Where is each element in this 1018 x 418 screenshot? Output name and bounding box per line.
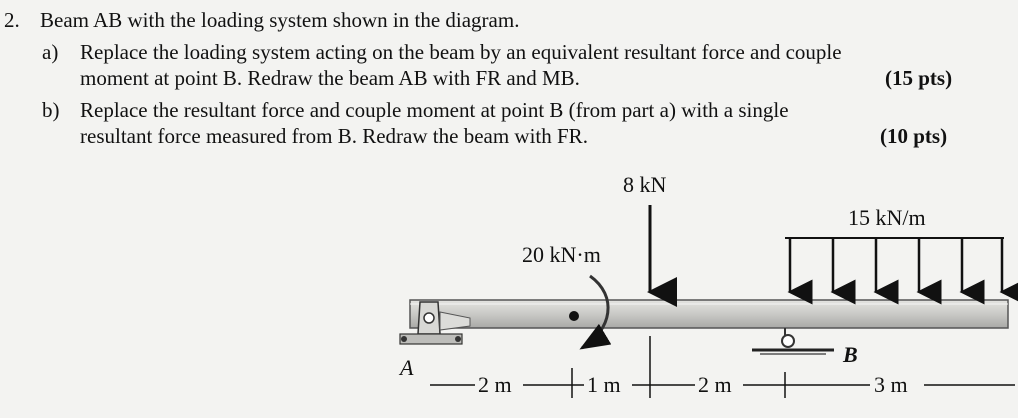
support-a-label: A bbox=[400, 355, 414, 380]
part-a-letter: a) bbox=[42, 40, 59, 64]
distributed-load bbox=[785, 238, 1004, 292]
problem-statement: Beam AB with the loading system shown in the diagram. bbox=[40, 8, 520, 32]
dimension-3: 2 m bbox=[698, 372, 732, 397]
part-b-points: (10 pts) bbox=[880, 124, 948, 148]
part-a-line1: Replace the loading system acting on the beam by an equivalent resultant force and couple bbox=[80, 40, 842, 64]
dimension-1: 2 m bbox=[478, 372, 512, 397]
roller-support-b bbox=[752, 328, 834, 354]
dimension-4: 3 m bbox=[874, 372, 908, 397]
support-b-label: B bbox=[843, 342, 858, 367]
problem-number: 2. bbox=[4, 8, 20, 32]
dimension-2: 1 m bbox=[587, 372, 621, 397]
part-a-line2: moment at point B. Redraw the beam AB with FR and MB. bbox=[80, 66, 580, 90]
couple-moment-label: 20 kN·m bbox=[522, 242, 601, 267]
part-b-line1: Replace the resultant force and couple moment at point B (from part a) with a single bbox=[80, 98, 789, 122]
distributed-load-label: 15 kN/m bbox=[848, 205, 926, 230]
part-b-letter: b) bbox=[42, 98, 60, 122]
part-b-line2: resultant force measured from B. Redraw the beam with FR. bbox=[80, 124, 588, 148]
point-load-label: 8 kN bbox=[623, 172, 667, 197]
part-a-points: (15 pts) bbox=[885, 66, 953, 90]
